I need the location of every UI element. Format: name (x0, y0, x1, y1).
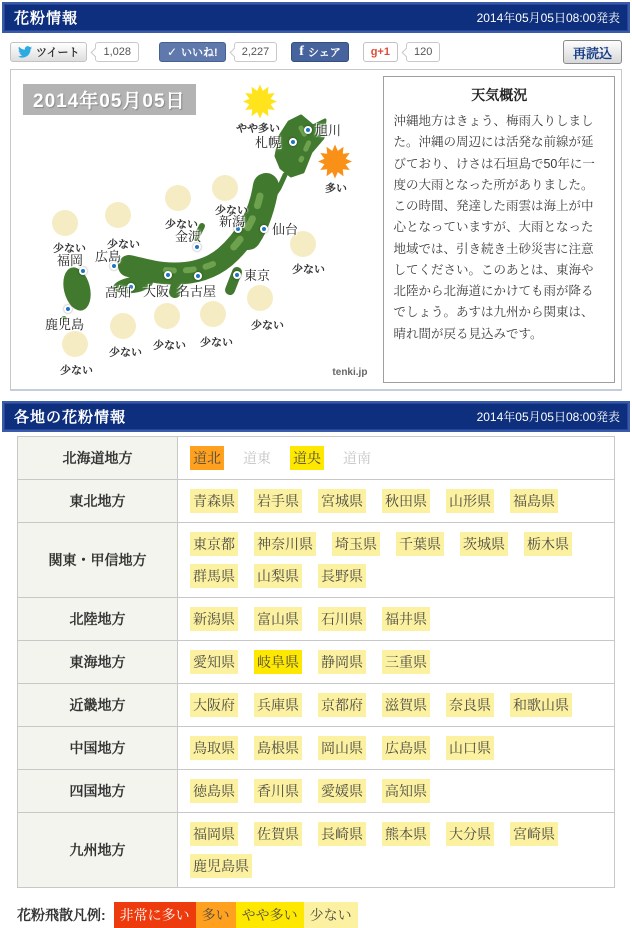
pollen-low-marker (62, 331, 88, 357)
prefecture-list (178, 480, 615, 523)
city-label: 旭川 (315, 123, 342, 138)
pollen-level-label: 少ない (164, 219, 199, 231)
prefecture-link-道東: 道東 (243, 450, 271, 466)
prefecture-link-山口県[interactable]: 山口県 (446, 736, 494, 760)
prefecture-link-茨城県[interactable]: 茨城県 (460, 532, 508, 556)
prefecture-link-千葉県[interactable]: 千葉県 (396, 532, 444, 556)
like-label: いいね! (181, 47, 218, 59)
region-name: 四国地方 (18, 770, 178, 813)
table-row (18, 813, 615, 888)
pollen-level-label: 少ない (52, 243, 87, 255)
check-icon: ✓ (166, 45, 178, 59)
regional-pollen-header-bar (2, 401, 630, 432)
prefecture-link-宮城県[interactable]: 宮城県 (318, 489, 366, 513)
pollen-sun-icon (318, 145, 352, 184)
pollen-level-label: やや多い (235, 123, 281, 135)
twitter-bird-icon (18, 46, 32, 58)
reload-button[interactable]: 再読込 (563, 40, 622, 64)
city-label: 新潟 (219, 214, 246, 229)
map-date-label: 2014年05月05日 (23, 84, 196, 115)
social-row (10, 37, 622, 67)
city-label: 札幌 (255, 135, 282, 150)
city-label: 高知 (105, 285, 132, 300)
pollen-level-label: 少ない (250, 320, 285, 332)
prefecture-list (178, 813, 615, 888)
prefecture-list (178, 641, 615, 684)
prefecture-link-道南: 道南 (343, 450, 371, 466)
prefecture-list (178, 523, 615, 598)
region-name: 東北地方 (18, 480, 178, 523)
prefecture-link-秋田県[interactable]: 秋田県 (382, 489, 430, 513)
city-marker-名古屋[interactable] (194, 272, 202, 280)
prefecture-list (178, 598, 615, 641)
prefecture-link-石川県[interactable]: 石川県 (318, 607, 366, 631)
gplus-count[interactable]: 120 (406, 42, 440, 62)
prefecture-link-青森県[interactable]: 青森県 (190, 489, 238, 513)
pollen-legend (17, 902, 615, 928)
tweet-label: ツイート (36, 47, 80, 59)
region-name: 北陸地方 (18, 598, 178, 641)
prefecture-link-広島県[interactable]: 広島県 (382, 736, 430, 760)
share-label: シェア (307, 47, 341, 59)
pollen-level-label: 少ない (214, 205, 249, 217)
facebook-share-button[interactable] (291, 42, 348, 62)
city-label: 鹿児島 (45, 317, 85, 332)
prefecture-link-福岡県[interactable]: 福岡県 (190, 822, 238, 846)
prefecture-link-富山県[interactable]: 富山県 (254, 607, 302, 631)
prefecture-link-道北[interactable]: 道北 (190, 446, 224, 470)
prefecture-link-福井県[interactable]: 福井県 (382, 607, 430, 631)
prefecture-link-奈良県[interactable]: 奈良県 (446, 693, 494, 717)
prefecture-link-静岡県[interactable]: 静岡県 (318, 650, 366, 674)
city-marker-東京[interactable] (233, 271, 241, 279)
city-marker-大阪[interactable] (164, 271, 172, 279)
city-label: 東京 (244, 268, 271, 283)
city-label: 大阪 (143, 284, 170, 299)
region-name: 北海道地方 (18, 437, 178, 480)
pollen-level-label: 少ない (108, 347, 143, 359)
legend-item-medium: やや多い (236, 902, 304, 928)
prefecture-link-神奈川県[interactable]: 神奈川県 (254, 532, 316, 556)
prefecture-link-埼玉県[interactable]: 埼玉県 (332, 532, 380, 556)
table-row (18, 684, 615, 727)
prefecture-link-新潟県[interactable]: 新潟県 (190, 607, 238, 631)
prefecture-link-福島県[interactable]: 福島県 (510, 489, 558, 513)
tweet-count[interactable]: 1,028 (95, 42, 139, 62)
prefecture-link-熊本県[interactable]: 熊本県 (382, 822, 430, 846)
city-marker-仙台[interactable] (260, 225, 268, 233)
table-row (18, 770, 615, 813)
facebook-like-button[interactable] (159, 42, 226, 62)
prefecture-link-道央[interactable]: 道央 (290, 446, 324, 470)
prefecture-link-栃木県[interactable]: 栃木県 (524, 532, 572, 556)
prefecture-link-大阪府[interactable]: 大阪府 (190, 693, 238, 717)
pollen-low-marker (200, 301, 226, 327)
published-datetime: 2014年05月05日08:00発表 (476, 11, 620, 25)
prefecture-link-島根県[interactable]: 島根県 (254, 736, 302, 760)
prefecture-link-岐阜県[interactable]: 岐阜県 (254, 650, 302, 674)
city-marker-札幌[interactable] (289, 138, 297, 146)
table-row (18, 437, 615, 480)
regional-section-title: 各地の花粉情報 (14, 409, 127, 426)
region-pollen-table (17, 436, 615, 888)
region-name: 近畿地方 (18, 684, 178, 727)
prefecture-link-岡山県[interactable]: 岡山県 (318, 736, 366, 760)
prefecture-link-三重県[interactable]: 三重県 (382, 650, 430, 674)
prefecture-link-佐賀県[interactable]: 佐賀県 (254, 822, 302, 846)
prefecture-link-愛媛県[interactable]: 愛媛県 (318, 779, 366, 803)
region-name: 中国地方 (18, 727, 178, 770)
region-name: 九州地方 (18, 813, 178, 888)
pollen-low-marker (105, 202, 131, 228)
regional-published-datetime: 2014年05月05日08:00発表 (476, 410, 620, 424)
google-plus-one-button[interactable]: g+1 (363, 42, 398, 62)
pollen-low-marker (110, 313, 136, 339)
prefecture-list (178, 770, 615, 813)
city-label: 仙台 (272, 222, 299, 237)
pollen-low-marker (247, 285, 273, 311)
table-row (18, 523, 615, 598)
table-row (18, 598, 615, 641)
legend-item-high: 多い (196, 902, 236, 928)
japan-pollen-map[interactable] (17, 76, 377, 382)
pollen-sun-icon (243, 85, 277, 124)
prefecture-link-鳥取県[interactable]: 鳥取県 (190, 736, 238, 760)
prefecture-link-徳島県[interactable]: 徳島県 (190, 779, 238, 803)
prefecture-link-山梨県[interactable]: 山梨県 (254, 564, 302, 588)
city-label: 名古屋 (177, 284, 217, 299)
map-credit: tenki.jp (332, 367, 368, 378)
page-title: 花粉情報 (14, 10, 79, 27)
table-row (18, 480, 615, 523)
pollen-level-label: 少ない (106, 239, 141, 251)
prefecture-link-長崎県[interactable]: 長崎県 (318, 822, 366, 846)
city-label: 金沢 (175, 229, 202, 244)
pollen-low-marker (154, 303, 180, 329)
pollen-low-marker (212, 175, 238, 201)
prefecture-link-愛知県[interactable]: 愛知県 (190, 650, 238, 674)
legend-item-low: 少ない (304, 902, 358, 928)
prefecture-link-和歌山県[interactable]: 和歌山県 (510, 693, 572, 717)
prefecture-link-山形県[interactable]: 山形県 (446, 489, 494, 513)
region-name: 東海地方 (18, 641, 178, 684)
pollen-level-label: 少ない (152, 340, 187, 352)
prefecture-link-群馬県[interactable]: 群馬県 (190, 564, 238, 588)
city-marker-鹿児島[interactable] (64, 305, 72, 313)
region-name: 関東・甲信地方 (18, 523, 178, 598)
like-count[interactable]: 2,227 (234, 42, 278, 62)
weather-overview-box (383, 76, 615, 383)
prefecture-link-長野県[interactable]: 長野県 (318, 564, 366, 588)
prefecture-link-大分県[interactable]: 大分県 (446, 822, 494, 846)
pollen-level-label: 少ない (59, 365, 94, 377)
prefecture-link-香川県[interactable]: 香川県 (254, 779, 302, 803)
pollen-low-marker (52, 210, 78, 236)
prefecture-list (178, 684, 615, 727)
city-label: 福岡 (57, 253, 84, 268)
pollen-level-label: 多い (324, 183, 348, 195)
prefecture-link-宮崎県[interactable]: 宮崎県 (510, 822, 558, 846)
prefecture-link-京都府[interactable]: 京都府 (318, 693, 366, 717)
tweet-button[interactable] (10, 42, 87, 62)
facebook-f-icon: f (299, 44, 304, 59)
pollen-level-label: 少ない (291, 264, 326, 276)
pollen-header-bar (2, 2, 630, 33)
prefecture-list (178, 727, 615, 770)
weather-overview-title: 天気概況 (471, 87, 528, 103)
city-marker-旭川[interactable] (304, 126, 312, 134)
prefecture-link-滋賀県[interactable]: 滋賀県 (382, 693, 430, 717)
prefecture-link-兵庫県[interactable]: 兵庫県 (254, 693, 302, 717)
weather-overview-text: 沖縄地方はきょう、梅雨入りしました。沖縄の周辺には活発な前線が延びており、けさは石垣島で50年に一度の大雨となった所がありました。この時間、発達した雨雲は海上が中心となっていますが、大雨となった地域では、引き続き土砂災害に注意してください。このあとは、東海や北陸から北海道にかけても雨が降るでしょう。あすは九州から関東は、晴れ間が戻る見込みです。 (393, 114, 595, 341)
prefecture-link-岩手県[interactable]: 岩手県 (254, 489, 302, 513)
prefecture-link-鹿児島県[interactable]: 鹿児島県 (190, 854, 252, 878)
prefecture-link-東京都[interactable]: 東京都 (190, 532, 238, 556)
pollen-level-label: 少ない (199, 337, 234, 349)
prefecture-link-高知県[interactable]: 高知県 (382, 779, 430, 803)
table-row (18, 727, 615, 770)
prefecture-list (178, 437, 615, 480)
pollen-low-marker (165, 185, 191, 211)
city-label: 広島 (95, 249, 122, 264)
pollen-map-panel (10, 69, 622, 391)
legend-item-veryhigh: 非常に多い (114, 902, 196, 928)
table-row (18, 641, 615, 684)
legend-title: 花粉飛散凡例: (17, 907, 106, 923)
